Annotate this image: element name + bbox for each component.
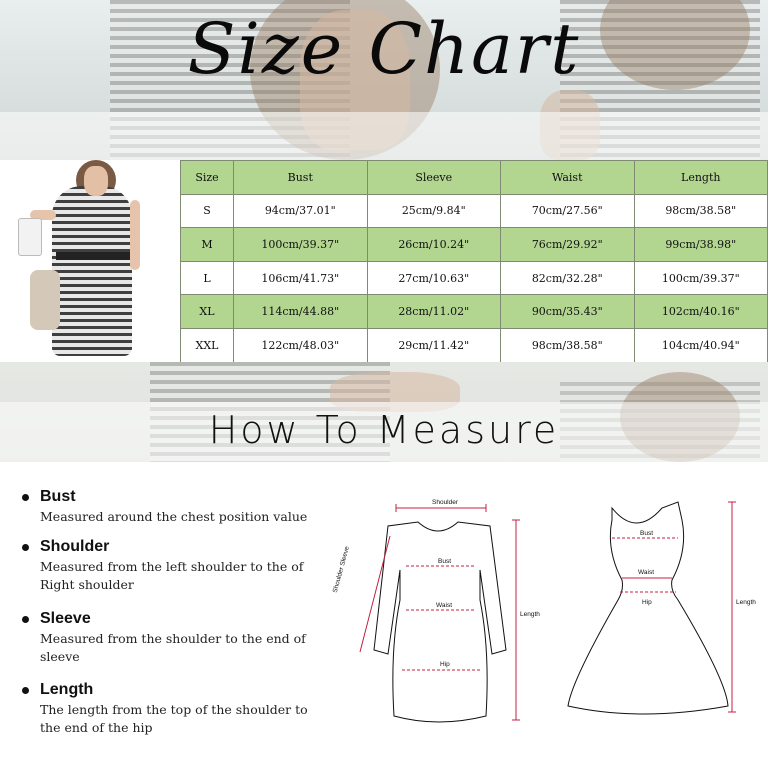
- label-waist: Waist: [436, 602, 453, 609]
- header-cell: Bust: [234, 161, 368, 195]
- header-cell: Length: [634, 161, 768, 195]
- table-cell: 26cm/10.24": [367, 228, 501, 262]
- table-row: [181, 228, 768, 262]
- table-row: [181, 328, 768, 362]
- table-cell: 94cm/37.01": [234, 194, 368, 228]
- dress-outline: [374, 522, 506, 722]
- definition-title: Length: [40, 681, 94, 698]
- table-cell: XXL: [181, 328, 234, 362]
- table-cell: 102cm/40.16": [634, 295, 768, 329]
- table-header-row: [181, 161, 768, 195]
- label-shoulder: Shoulder: [432, 499, 459, 506]
- bullet-icon: [22, 687, 29, 694]
- long-sleeve-dress: [374, 522, 506, 722]
- label-length: Length: [736, 599, 756, 606]
- table-cell: 100cm/39.37": [234, 228, 368, 262]
- bullet-icon: [22, 494, 29, 501]
- table-cell: M: [181, 228, 234, 262]
- label-bust: Bust: [640, 530, 654, 537]
- definition-text: The length from the top of the shoulder to the end of the hip: [40, 702, 308, 735]
- bullet-icon: [22, 544, 29, 551]
- model-arm-right: [130, 200, 140, 270]
- right-measure-lines: [612, 502, 736, 712]
- table-cell: 106cm/41.73": [234, 261, 368, 295]
- table-cell: XL: [181, 295, 234, 329]
- definition-title: Bust: [40, 488, 76, 505]
- header-cell: Sleeve: [367, 161, 501, 195]
- coffee-cup: [18, 218, 42, 256]
- striped-dress: [52, 186, 132, 356]
- definition-text: Measured from the shoulder to the end of sleeve: [40, 631, 306, 664]
- model-photo: [0, 160, 178, 362]
- table-cell: 90cm/35.43": [501, 295, 635, 329]
- table-cell: 104cm/40.94": [634, 328, 768, 362]
- label-length: Length: [520, 611, 540, 618]
- table-cell: S: [181, 194, 234, 228]
- header-cell: Size: [181, 161, 234, 195]
- table-row: [181, 261, 768, 295]
- table-cell: 25cm/9.84": [367, 194, 501, 228]
- table-cell: 99cm/38.98": [634, 228, 768, 262]
- label-bust: Bust: [438, 558, 452, 565]
- table-cell: 27cm/10.63": [367, 261, 501, 295]
- table-cell: 29cm/11.42": [367, 328, 501, 362]
- page-title: Size Chart: [187, 8, 581, 90]
- left-measure-lines: [360, 504, 520, 720]
- table-cell: 28cm/11.02": [367, 295, 501, 329]
- size-table: [180, 160, 768, 363]
- label-shoulder-sleeve: Shoulder Sleeve: [331, 545, 351, 594]
- table-row: [181, 194, 768, 228]
- definition-text: Measured from the left shoulder to the of Right shoulder: [40, 559, 304, 592]
- table-cell: 114cm/44.88": [234, 295, 368, 329]
- measure-title: How To Measure: [208, 408, 560, 452]
- table-cell: L: [181, 261, 234, 295]
- table-row: [181, 295, 768, 329]
- header-cell: Waist: [501, 161, 635, 195]
- sleeve-line: [360, 536, 390, 652]
- label-hip: Hip: [642, 599, 652, 606]
- frost-overlay: [0, 112, 768, 160]
- table-cell: 98cm/38.58": [634, 194, 768, 228]
- table-cell: 98cm/38.58": [501, 328, 635, 362]
- table-cell: 100cm/39.37": [634, 261, 768, 295]
- handbag: [30, 270, 60, 330]
- table-cell: 76cm/29.92": [501, 228, 635, 262]
- label-waist: Waist: [638, 569, 655, 576]
- label-hip: Hip: [440, 661, 450, 668]
- measurement-diagram: [331, 480, 768, 768]
- table-cell: 122cm/48.03": [234, 328, 368, 362]
- table-cell: 70cm/27.56": [501, 194, 635, 228]
- bullet-icon: [22, 616, 29, 623]
- model-face: [84, 166, 108, 196]
- definition-title: Shoulder: [40, 538, 110, 555]
- definition-text: Measured around the chest position value: [40, 509, 308, 524]
- definition-title: Sleeve: [40, 610, 91, 627]
- dress-belt: [56, 252, 130, 260]
- table-cell: 82cm/32.28": [501, 261, 635, 295]
